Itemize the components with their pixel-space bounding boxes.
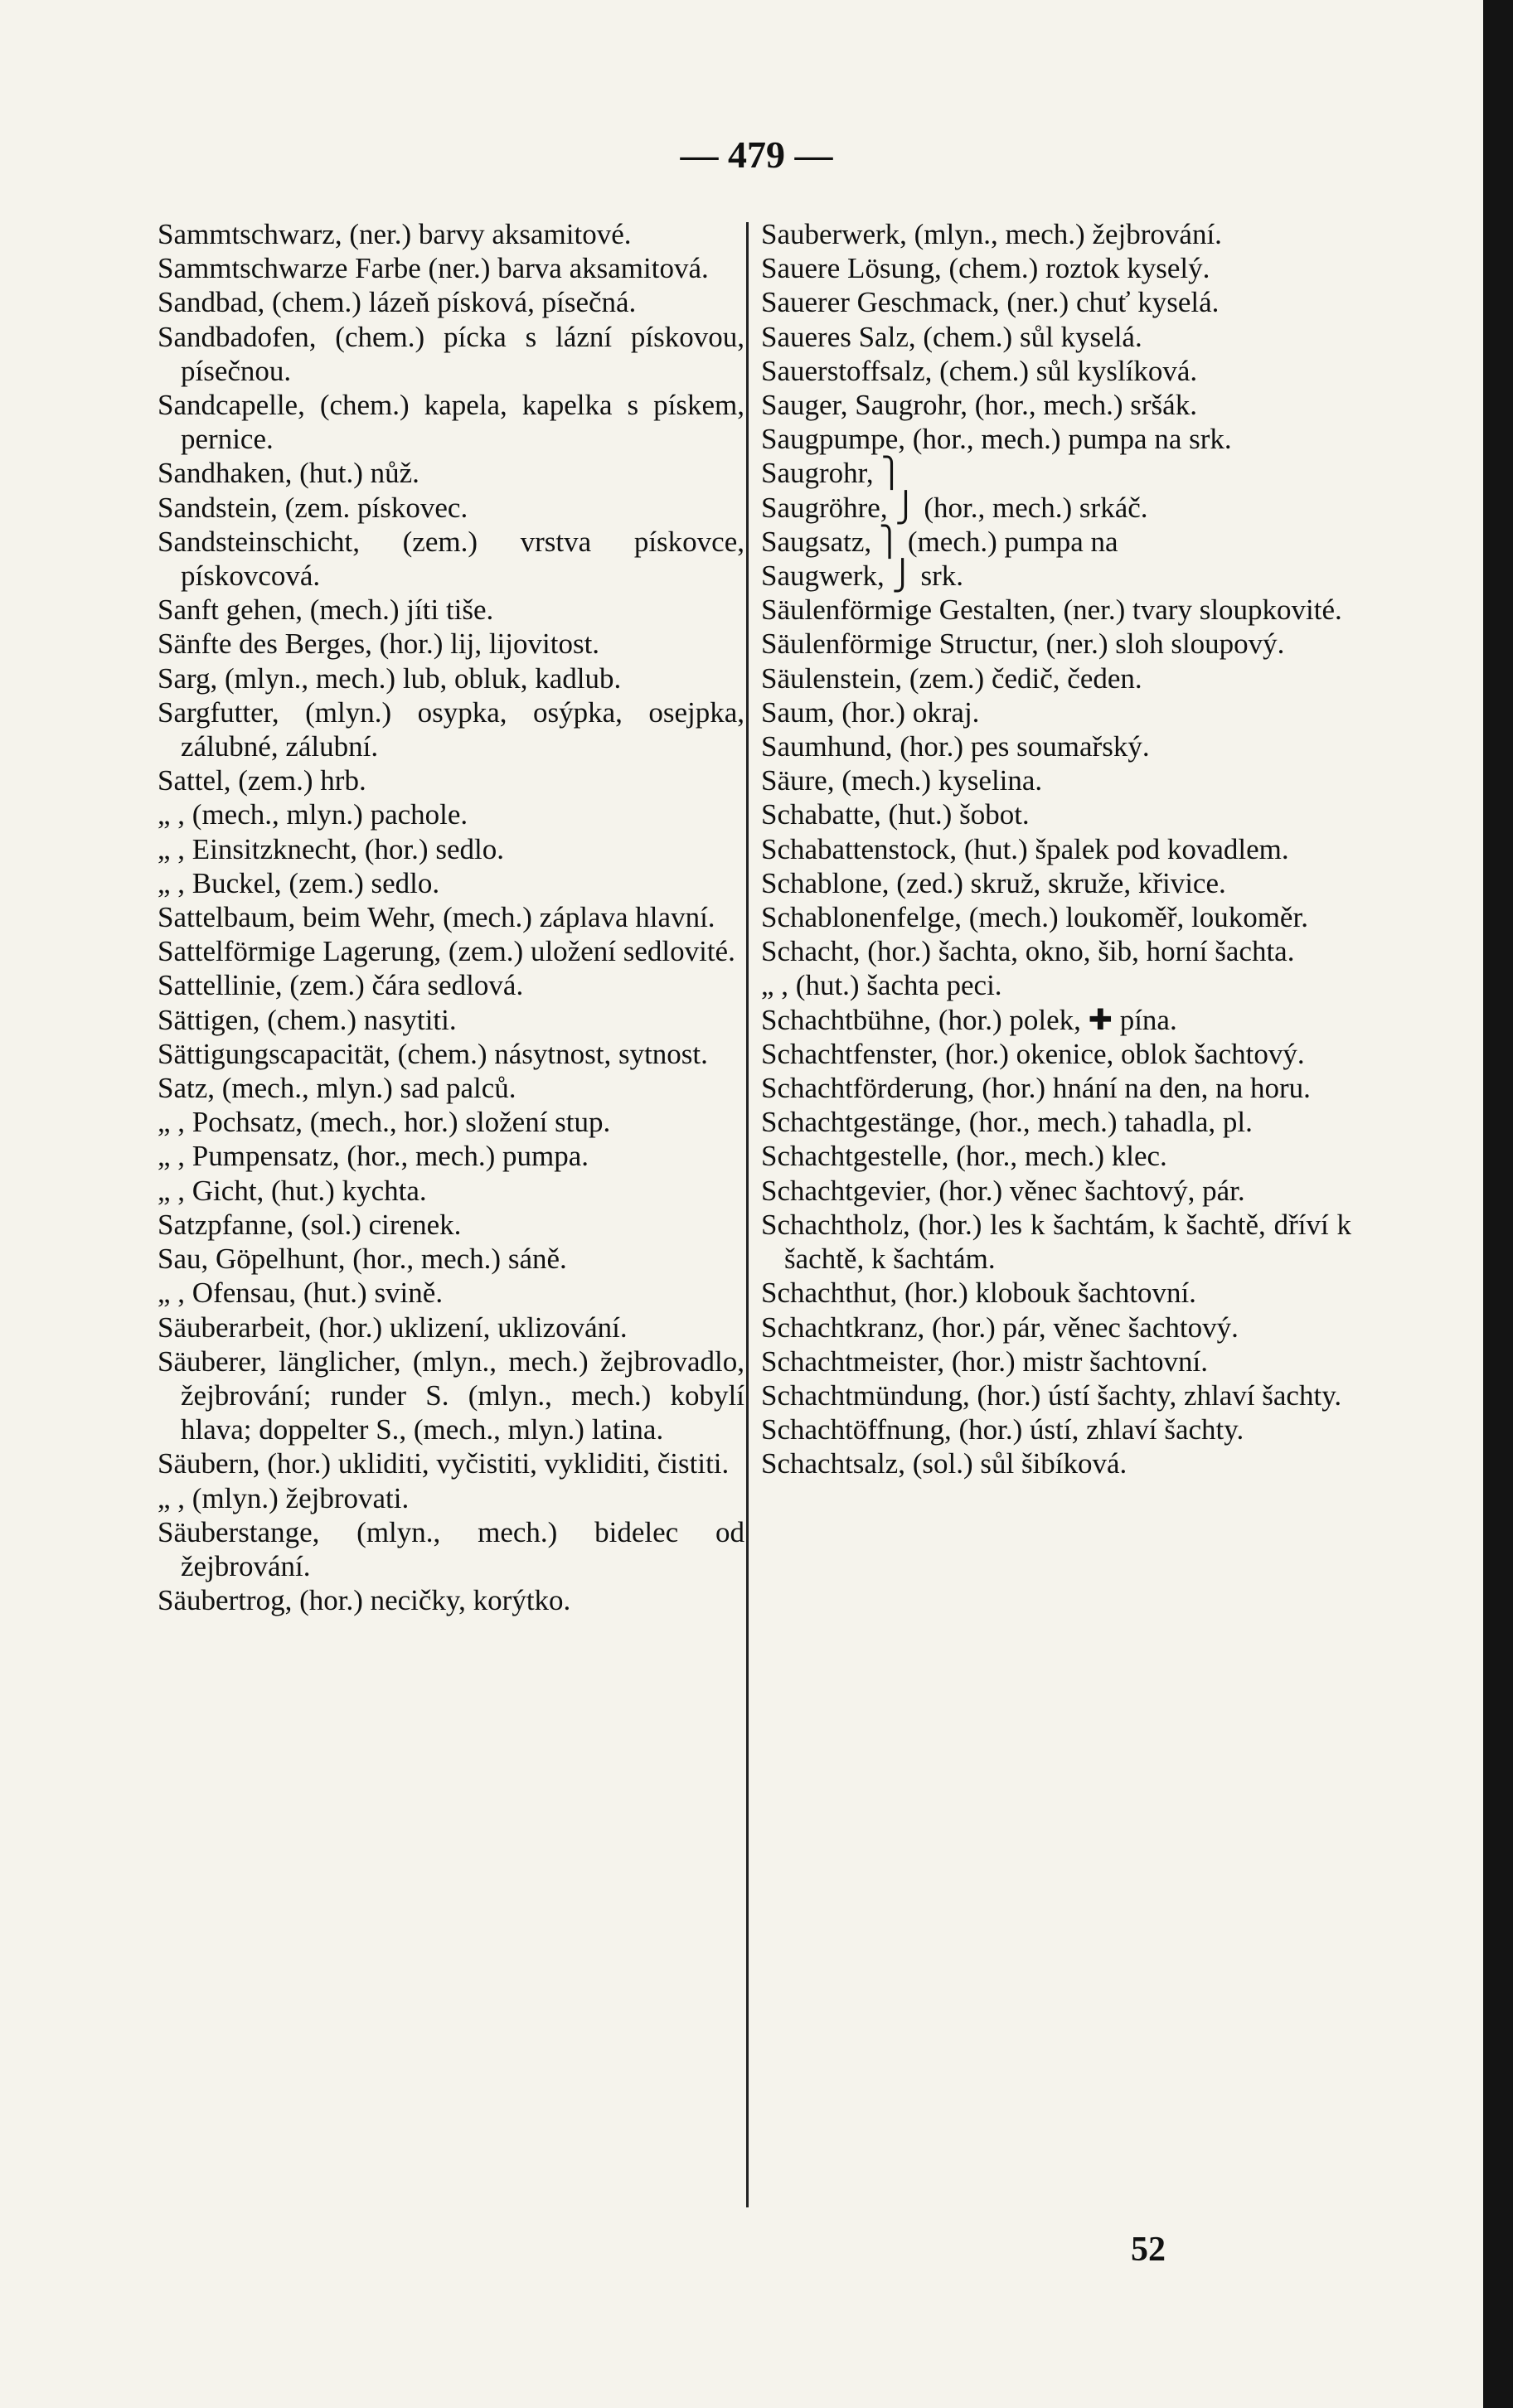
dictionary-entry: Schabattenstock, (hut.) špalek pod kovadlem.	[761, 832, 1289, 865]
dictionary-entry: „ , (hut.) šachta peci.	[761, 969, 1002, 1002]
dictionary-entry: Sauerstoffsalz, (chem.) sůl kyslíková.	[761, 354, 1198, 387]
dictionary-entry: Schachtsalz, (sol.) sůl šibíková.	[761, 1447, 1127, 1480]
dictionary-entry: Saugsatz, ⎫ (mech.) pumpa na	[761, 525, 1118, 558]
dictionary-entry: „ , Gicht, (hut.) kychta.	[158, 1174, 427, 1207]
dictionary-entry: Satzpfanne, (sol.) cirenek.	[158, 1208, 462, 1241]
dictionary-entry: Schachtkranz, (hor.) pár, věnec šachtový.	[761, 1311, 1239, 1344]
dictionary-entry: Sammtschwarze Farbe (ner.) barva aksamitová.	[158, 252, 709, 285]
dictionary-entry: „ , (mlyn.) žejbrovati.	[158, 1481, 410, 1514]
dictionary-entry: Sänfte des Berges, (hor.) lij, lijovitost.	[158, 627, 600, 661]
dictionary-entry: Sauerer Geschmack, (ner.) chuť kyselá.	[761, 286, 1220, 319]
dictionary-entry: Säuberstange, (mlyn., mech.) bidelec od žejbrování.	[158, 1515, 744, 1582]
dictionary-entry: Schachtmeister, (hor.) mistr šachtovní.	[761, 1345, 1209, 1378]
column-divider	[746, 222, 749, 2207]
dictionary-entry: Sandsteinschicht, (zem.) vrstva pískovce, pískovcová.	[158, 525, 744, 593]
dictionary-entry: Säubern, (hor.) ukliditi, vyčistiti, vykliditi, čistiti.	[158, 1447, 730, 1480]
dictionary-entry: Sauberwerk, (mlyn., mech.) žejbrování.	[761, 218, 1222, 250]
dictionary-entry: Sandbadofen, (chem.) pícka s lázní pískovou, písečnou.	[158, 320, 744, 387]
dictionary-entry: Schachtgestänge, (hor., mech.) tahadla, pl.	[761, 1106, 1253, 1139]
dictionary-entry: „ , Pochsatz, (mech., hor.) složení stup.	[158, 1106, 611, 1139]
dictionary-entry: Schachtmündung, (hor.) ústí šachty, zhlaví šachty.	[761, 1378, 1342, 1412]
dictionary-entry: Sandhaken, (hut.) nůž.	[158, 457, 419, 490]
dictionary-entry: Säure, (mech.) kyselina.	[761, 764, 1043, 797]
dictionary-entry: Schabatte, (hut.) šobot.	[761, 798, 1030, 831]
dictionary-entry: Saum, (hor.) okraj.	[761, 695, 980, 729]
dictionary-entry: Säubertrog, (hor.) necičky, korýtko.	[158, 1584, 571, 1617]
dictionary-entry: Sättigen, (chem.) nasytiti.	[158, 1003, 457, 1036]
dictionary-entry: Sandstein, (zem. pískovec.	[158, 491, 468, 524]
dictionary-entry: Sanft gehen, (mech.) jíti tiše.	[158, 594, 494, 627]
dictionary-entry: Schachtöffnung, (hor.) ústí, zhlaví šachty.	[761, 1413, 1244, 1446]
dictionary-entry: „ , Ofensau, (hut.) svině.	[158, 1277, 444, 1310]
dictionary-entry: Saugwerk, ⎭ srk.	[761, 560, 963, 593]
dictionary-entry: Schachtholz, (hor.) les k šachtám, k šachtě, dříví k šachtě, k šachtám.	[761, 1208, 1351, 1276]
dictionary-entry: Satz, (mech., mlyn.) sad palců.	[158, 1072, 516, 1105]
signature-mark: 52	[1131, 2231, 1166, 2269]
dictionary-entry: Saueres Salz, (chem.) sůl kyselá.	[761, 320, 1142, 353]
right-column	[761, 217, 1351, 1481]
dictionary-entry: Saumhund, (hor.) pes soumařský.	[761, 730, 1150, 763]
dictionary-entry: Säuberarbeit, (hor.) uklizení, uklizování.	[158, 1311, 628, 1344]
dictionary-entry: Schachtförderung, (hor.) hnání na den, na horu.	[761, 1072, 1311, 1105]
page-edge-shadow	[1483, 0, 1513, 2408]
dictionary-entry: Sargfutter, (mlyn.) osypka, osýpka, osejpka, zálubné, zálubní.	[158, 695, 744, 763]
dictionary-entry: Säulenstein, (zem.) čedič, čeden.	[761, 661, 1142, 695]
dictionary-entry: Saugpumpe, (hor., mech.) pumpa na srk.	[761, 423, 1232, 456]
dictionary-entry: Sattellinie, (zem.) čára sedlová.	[158, 969, 524, 1002]
dictionary-entry: Säulenförmige Structur, (ner.) sloh sloupový.	[761, 627, 1285, 661]
dictionary-entry: Sammtschwarz, (ner.) barvy aksamitové.	[158, 218, 632, 250]
dictionary-entry: Säuberer, länglicher, (mlyn., mech.) žejbrovadlo, žejbrování; runder S. (mlyn., mech.) kobylí hlava; doppelter S., (mech., mlyn.) latina.	[158, 1345, 744, 1446]
left-column	[158, 217, 744, 1617]
dictionary-entry: „ , (mech., mlyn.) pachole.	[158, 798, 468, 831]
dictionary-entry: „ , Pumpensatz, (hor., mech.) pumpa.	[158, 1140, 589, 1173]
dictionary-entry: „ , Einsitzknecht, (hor.) sedlo.	[158, 832, 504, 865]
dictionary-entry: Saugröhre, ⎭ (hor., mech.) srkáč.	[761, 491, 1148, 524]
dictionary-entry: Schacht, (hor.) šachta, okno, šib, horní šachta.	[761, 935, 1295, 968]
dictionary-entry: Sattel, (zem.) hrb.	[158, 764, 366, 797]
dictionary-entry: Sauger, Saugrohr, (hor., mech.) sršák.	[761, 389, 1197, 422]
dictionary-entry: „ , Buckel, (zem.) sedlo.	[158, 866, 440, 899]
dictionary-entry: Schablone, (zed.) skruž, skruže, křivice.	[761, 866, 1226, 899]
dictionary-entry: Sarg, (mlyn., mech.) lub, obluk, kadlub.	[158, 661, 622, 695]
dictionary-entry: Schachthut, (hor.) klobouk šachtovní.	[761, 1277, 1196, 1310]
dictionary-entry: Sandbad, (chem.) lázeň písková, písečná.	[158, 286, 637, 319]
dictionary-entry: Sattelbaum, beim Wehr, (mech.) záplava hlavní.	[158, 901, 715, 934]
dictionary-entry: Saugrohr, ⎫	[761, 457, 903, 490]
dictionary-entry: Schachtgevier, (hor.) věnec šachtový, pár.	[761, 1174, 1245, 1207]
dictionary-entry: Sau, Göpelhunt, (hor., mech.) sáně.	[158, 1243, 567, 1276]
dictionary-entry: Sättigungscapacität, (chem.) násytnost, sytnost.	[158, 1037, 708, 1070]
dictionary-entry: Sauere Lösung, (chem.) roztok kyselý.	[761, 252, 1210, 285]
dictionary-entry: Sandcapelle, (chem.) kapela, kapelka s pískem, pernice.	[158, 389, 744, 456]
dictionary-entry: Schablonenfelge, (mech.) loukoměř, loukoměr.	[761, 901, 1308, 934]
dictionary-entry: Schachtfenster, (hor.) okenice, oblok šachtový.	[761, 1037, 1305, 1070]
dictionary-entry: Schachtbühne, (hor.) polek, ✚ pína.	[761, 1003, 1177, 1036]
page-number: — 479 —	[680, 133, 833, 176]
dictionary-entry: Sattelförmige Lagerung, (zem.) uložení sedlovité.	[158, 935, 735, 968]
dictionary-entry: Schachtgestelle, (hor., mech.) klec.	[761, 1140, 1167, 1173]
dictionary-entry: Säulenförmige Gestalten, (ner.) tvary sloupkovité.	[761, 594, 1342, 627]
